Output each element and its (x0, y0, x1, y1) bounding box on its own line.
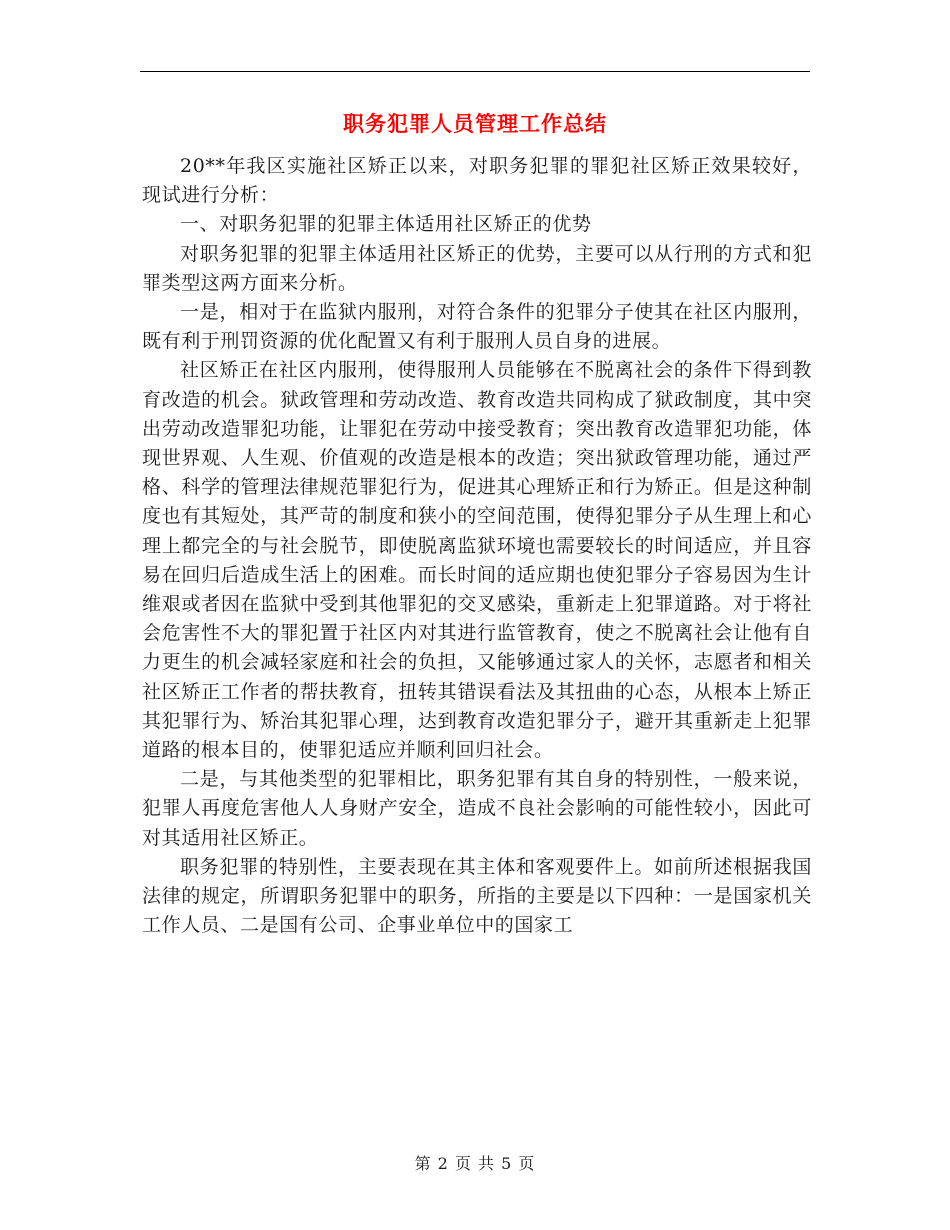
paragraph: 职务犯罪的特别性，主要表现在其主体和客观要件上。如前所述根据我国法律的规定，所谓职务犯罪中的职务，所指的主要是以下四种：一是国家机关工作人员、二是国有公司、企事业单位中的国家工 (142, 855, 812, 937)
page-number-footer: 第 2 页 共 5 页 (414, 1154, 536, 1173)
paragraph: 一是，相对于在监狱内服刑，对符合条件的犯罪分子使其在社区内服刑，既有利于刑罚资源的优化配置又有利于服刑人员自身的进展。 (142, 301, 812, 353)
document-title: 职务犯罪人员管理工作总结 (343, 112, 607, 136)
paragraph: 社区矫正在社区内服刑，使得服刑人员能够在不脱离社会的条件下得到教育改造的机会。狱政管理和劳动改造、教育改造共同构成了狱政制度，其中突出劳动改造罪犯功能，让罪犯在劳动中接受教育；突出教育改造罪犯功能，体现世界观、人生观、价值观的改造是根本的改造；突出狱政管理功能，通过严格、科学的管理法律规范罪犯行为，促进其心理矫正和行为矫正。但是这种制度也有其短处，其严苛的制度和狭小的空间范围，使得犯罪分子从生理上和心理上都完全的与社会脱节，即使脱离监狱环境也需要较长的时间适应，并且容易在回归后造成生活上的困难。而长时间的适应期也使犯罪分子容易因为生计维艰或者因在监狱中受到其他罪犯的交叉感染，重新走上犯罪道路。对于将社会危害性不大的罪犯置于社区内对其进行监管教育，使之不脱离社会让他有自力更生的机会减轻家庭和社会的负担，又能够通过家人的关怀，志愿者和相关社区矫正工作者的帮扶教育，扭转其错误看法及其扭曲的心态，从根本上矫正其犯罪行为、矫治其犯罪心理，达到教育改造犯罪分子，避开其重新走上犯罪道路的根本目的，使罪犯适应并顺利回归社会。 (142, 359, 812, 762)
header-rule (140, 71, 810, 72)
document-body (142, 152, 812, 940)
paragraph: 二是，与其他类型的犯罪相比，职务犯罪有其自身的特别性，一般来说，犯罪人再度危害他人人身财产安全，造成不良社会影响的可能性较小，因此可对其适用社区矫正。 (142, 768, 812, 849)
paragraph: 对职务犯罪的犯罪主体适用社区矫正的优势，主要可以从行刑的方式和犯罪类型这两方面来分析。 (142, 242, 812, 294)
paragraph-intro: 20**年我区实施社区矫正以来，对职务犯罪的罪犯社区矫正效果较好，现试进行分析： (142, 155, 812, 207)
section-heading-1: 一、对职务犯罪的犯罪主体适用社区矫正的优势 (180, 213, 592, 236)
